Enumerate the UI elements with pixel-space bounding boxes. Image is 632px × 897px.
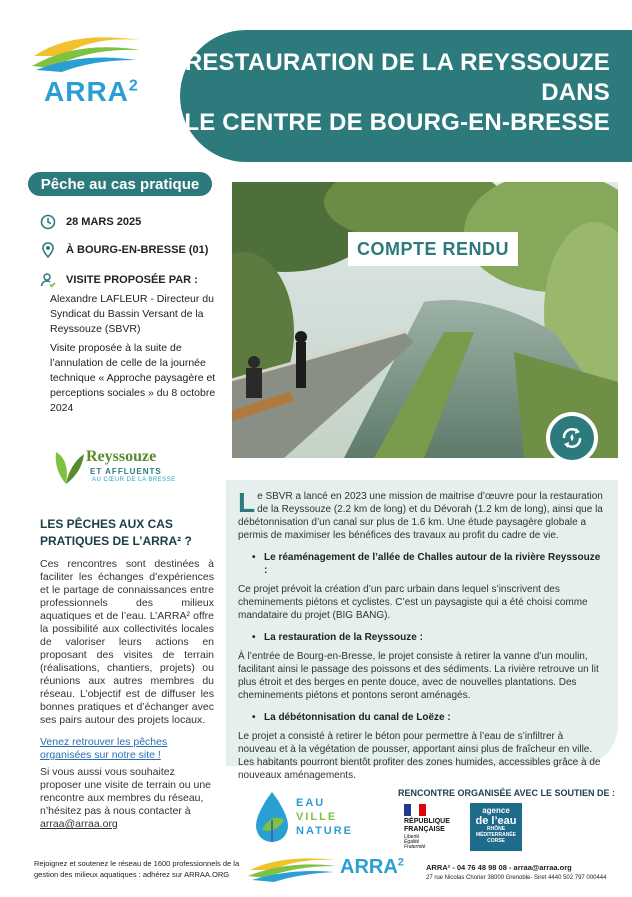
water-cycle-icon — [558, 424, 586, 452]
page-title: RESTAURATION DE LA REYSSOUZE DANS LE CENTRE DE BOURG-EN-BRESSE — [184, 49, 610, 136]
item-text: À l’entrée de Bourg-en-Bresse, le projet consiste à retirer la vanne d’un moulin, facilitant ainsi le passage des poissons et des sédiments. La rivière retrouve un lit plus étroit et des berges en pente douce, avec de nouvelles plantations. Des cheminements piétons et pontons seront aménagés. — [238, 651, 599, 701]
clock-icon — [40, 214, 56, 230]
location-pin-icon — [40, 242, 56, 258]
report-banner: COMPTE RENDU — [348, 232, 518, 266]
contact-text: Si vous aussi vous souhaitez proposer une visite de terrain ou une rencontre aux membres du réseau, n’hésitez pas à nous contacter à arraa@arraa.org — [40, 766, 212, 830]
arra-brand: ARRA$^2$ — [44, 76, 139, 107]
report-intro: Le SBVR a lancé en 2023 une mission de maitrise d’œuvre pour la restauration de la Reyssouze (2.2 km de long) et du Dévorah (1.2 km de long), ainsi que la débétonnisation d’un canal sur plus de 1.6 km. Une étude paysagère globale a permis de maximiser les bénéfices des travaux au profit du cadre de vie. — [238, 487, 603, 541]
marianne-flag-icon — [404, 804, 426, 816]
waves-icon — [32, 26, 142, 72]
membership-footer: Rejoignez et soutenez le réseau de 1600 professionnels de la gestion des milieux aquatiques : adhérez sur ARRAA.ORG — [34, 859, 240, 879]
item-text: Ce projet prévoit la création d’un parc urbain dans lequel s’inscrivent des cheminements piétons et cyclistes. C’est un paysagiste qui a été choisi comme mandataire du projet (BIG BANG). — [238, 584, 588, 621]
section-title: LES PÊCHES AUX CAS PRATIQUES DE L’ARRA² ? — [40, 517, 192, 548]
item-title: • La débétonnisation du canal de Loëze : — [264, 711, 604, 724]
event-location: À BOURG-EN-BRESSE (01) — [66, 244, 209, 256]
leaf-icon — [52, 446, 86, 486]
eau-ville-nature-logo: EAU VILLE NATURE — [252, 790, 348, 846]
section-body: Ces rencontres sont destinées à faciliter les échanges d’expériences et le partage de connaissances entre professionnels des milieux aquatiques et de l’eau. L’ARRA² offre la possibilité aux collectivités locales de valoriser leurs actions en proposant des visites de terrain (réalisations, chantiers, projets) ou réunions aux autres membres du réseau. L’objectif est de diffuser les bonnes pratiques et d’échanger avec ses pairs autour des projets locaux. — [40, 558, 214, 726]
events-link[interactable]: Venez retrouver les pêches organisées sur notre site ! — [40, 736, 168, 761]
date-line — [40, 214, 141, 230]
location-line — [40, 242, 208, 258]
contact-footer: ARRA² - 04 76 48 98 08 - arraa@arraa.org 27 rue Nicolas Chorier 38000 Grenoble- Siret 4440 502 797 000444 — [426, 863, 607, 881]
item-title: • La restauration de la Reyssouze : — [264, 631, 604, 644]
contact-email-link[interactable]: arraa@arraa.org — [40, 818, 118, 830]
waves-icon — [248, 852, 338, 882]
title-band — [180, 30, 632, 162]
item-title: • Le réaménagement de l’allée de Challes autour de la rivière Reyssouze : — [264, 551, 604, 577]
report-box — [226, 480, 618, 781]
item-text: Le projet a consisté à retirer le béton pour permettre à l’eau de s’infiltrer à nouveau et à la végétation de pousser, apportant ainsi plus de fraîcheur en ville. Les habitants pourront bientôt profiter des zones humides, accessibles grâce à de nouveaux aménagements. — [238, 731, 601, 781]
visit-label: VISITE PROPOSÉE PAR : — [66, 274, 198, 286]
agence-eau-logo: agence de l’eau RHÔNE MÉDITERRANÉE CORSE — [470, 803, 522, 851]
user-check-icon — [40, 272, 56, 288]
republique-francaise-logo: RÉPUBLIQUE FRANÇAISE Liberté Égalité Fraternité — [404, 804, 460, 848]
cycle-badge — [546, 412, 598, 464]
visit-line — [40, 272, 198, 288]
support-label: RENCONTRE ORGANISÉE AVEC LE SOUTIEN DE : — [398, 788, 616, 798]
reyssouze-logo: Reyssouze ET AFFLUENTS AU CŒUR DE LA BRESSE — [52, 446, 200, 488]
visit-person: Alexandre LAFLEUR - Directeur du Syndicat du Bassin Versant de la Reyssouze (SBVR) — [50, 293, 214, 335]
arra-footer-logo: ARRA$^2$ — [248, 852, 398, 886]
visit-note: Visite proposée à la suite de l’annulation de celle de la journée technique « Approche paysagère et perceptions sociales » du 8 octobre 2024 — [50, 342, 216, 414]
event-date: 28 MARS 2025 — [66, 216, 142, 228]
category-tag: Pêche au cas pratique — [28, 172, 212, 196]
arra-logo — [22, 26, 162, 116]
water-drop-icon — [252, 790, 292, 846]
